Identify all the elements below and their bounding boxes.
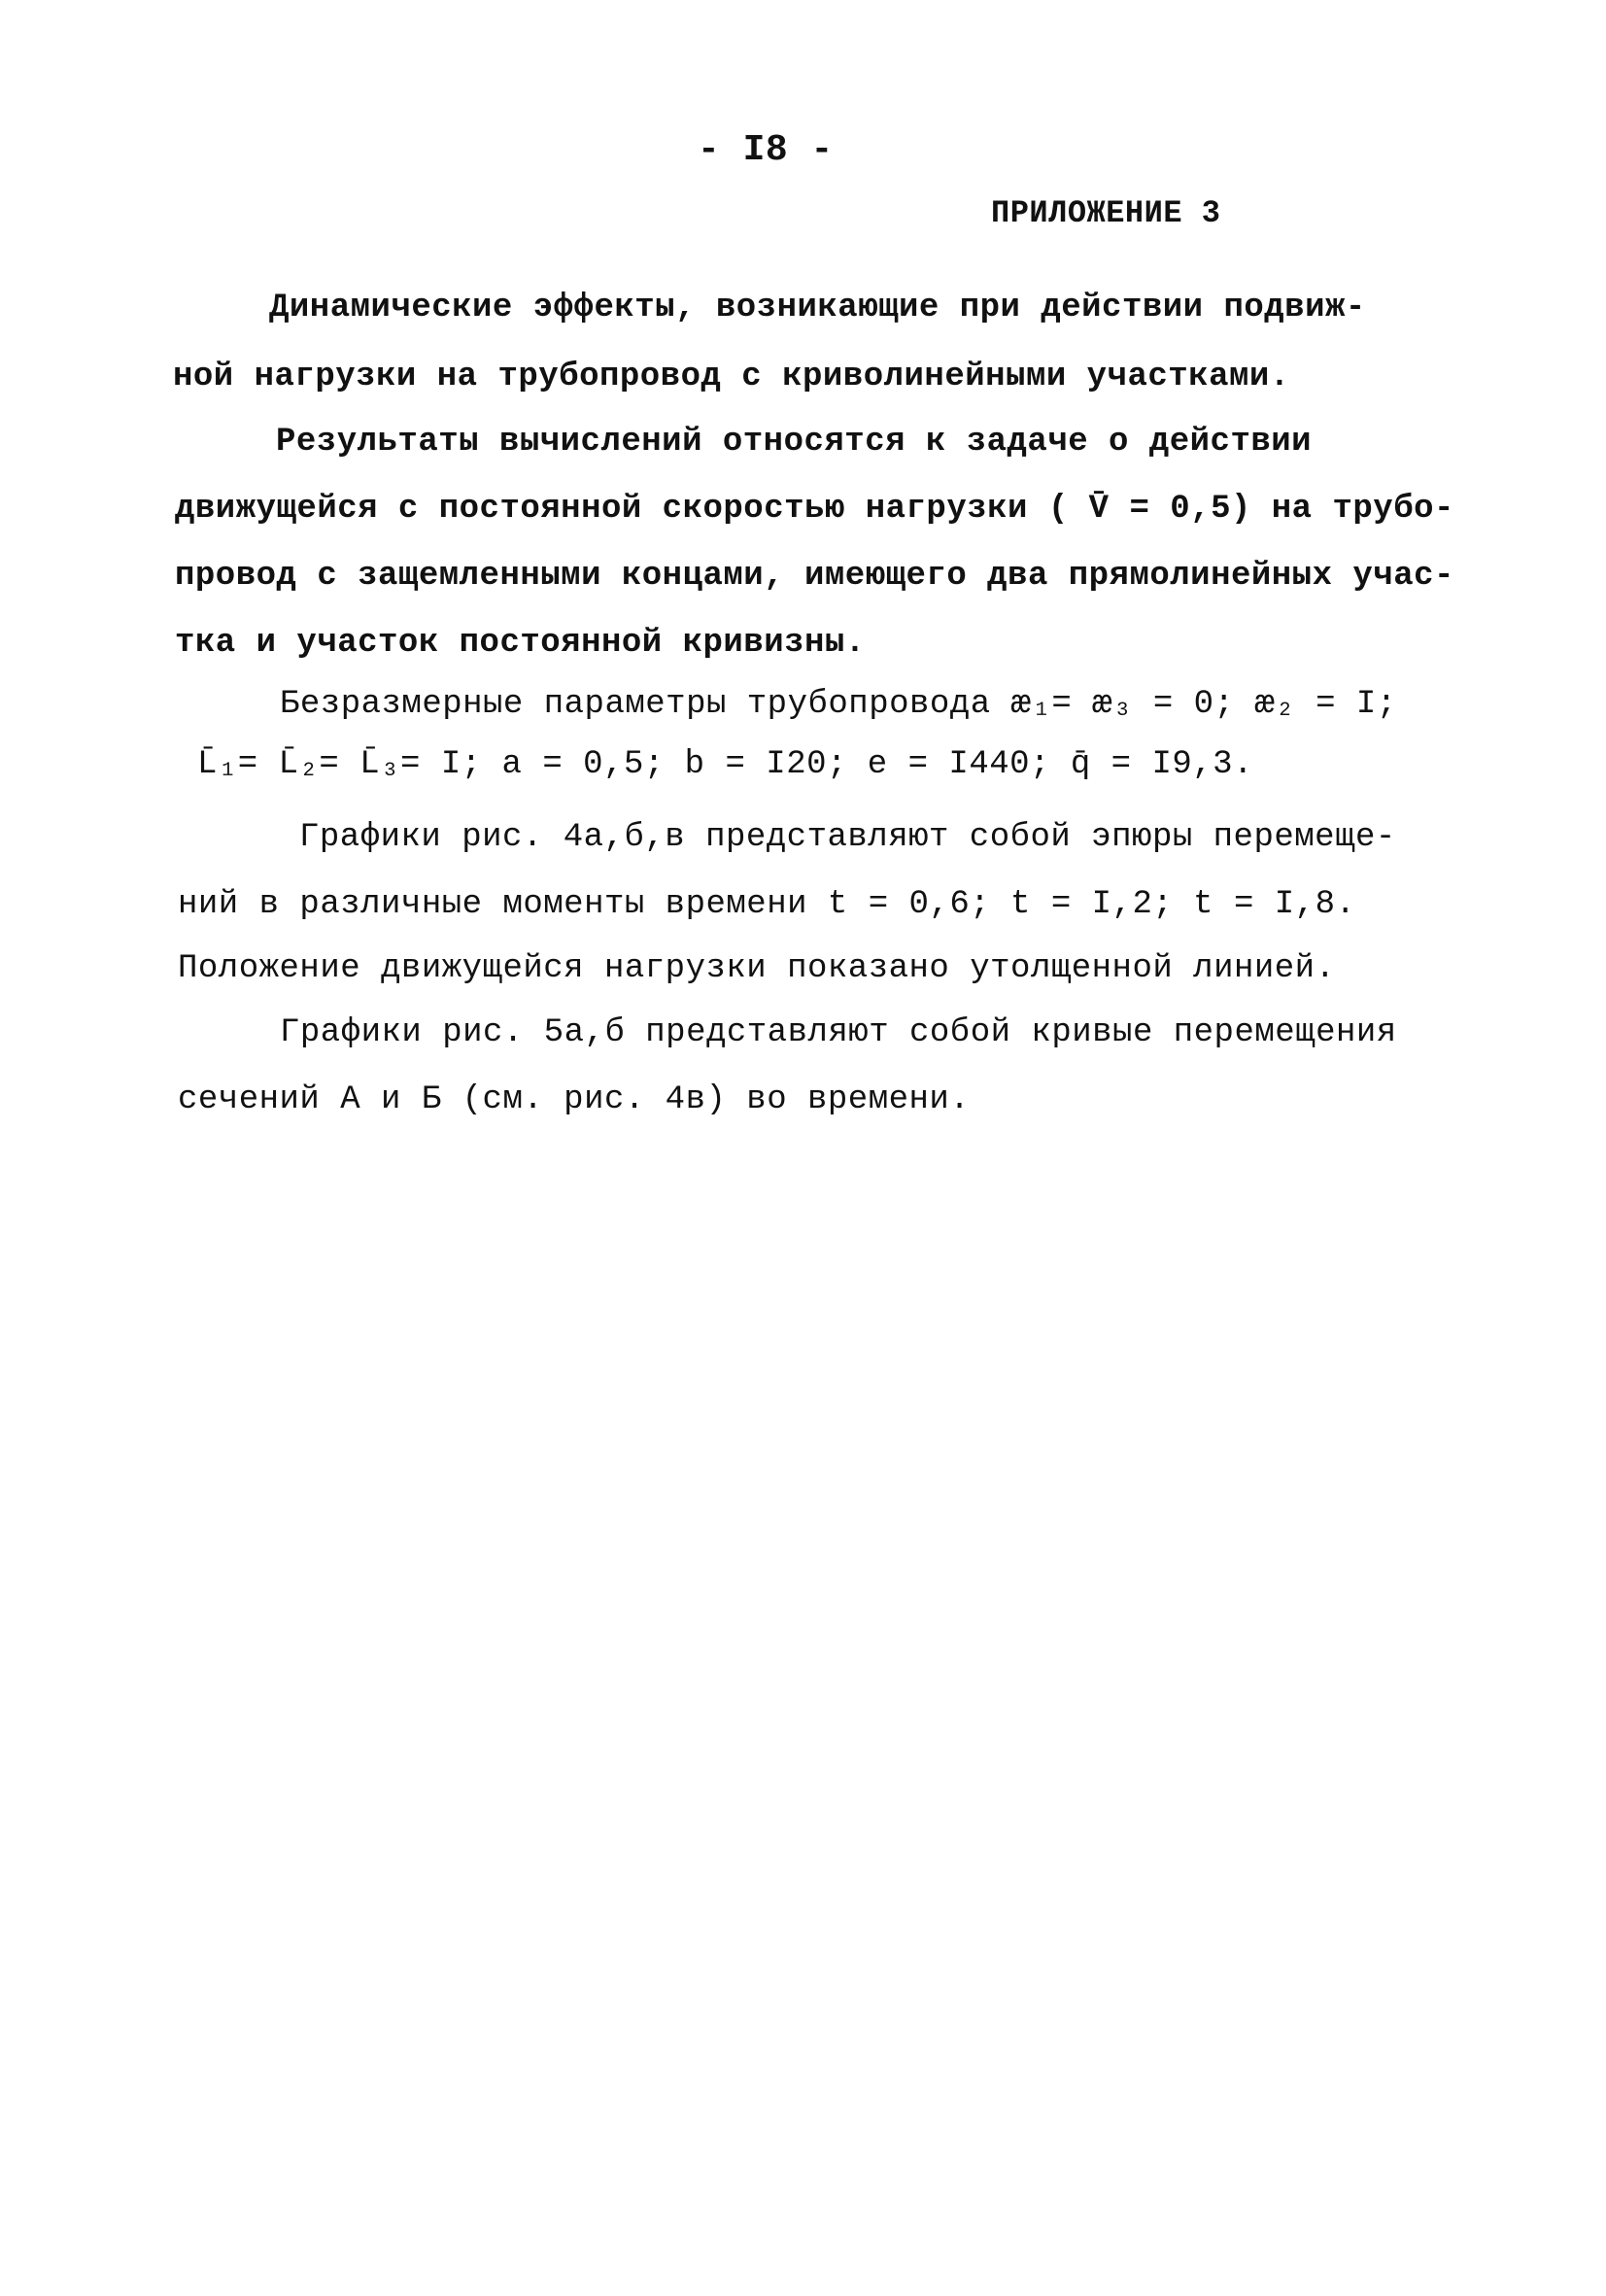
paragraph-3-line-3: Положение движущейся нагрузки показано утолщенной линией.: [178, 950, 1336, 987]
title-line-2: ной нагрузки на трубопровод с криволинейными участками.: [173, 359, 1290, 395]
paragraph-4-line-1: Графики рис. 5а,б представляют собой кривые перемещения: [280, 1014, 1397, 1051]
appendix-label: ПРИЛОЖЕНИЕ 3: [991, 195, 1221, 231]
paragraph-1-line-4: тка и участок постоянной кривизны.: [175, 625, 866, 662]
paragraph-2-line-2: L̄₁= L̄₂= L̄₃= I; a = 0,5; b = I20; e = I440; q̄ = I9,3.: [197, 746, 1253, 783]
paragraph-1-line-2: движущейся с постоянной скоростью нагрузки ( V̄ = 0,5) на трубо-: [175, 491, 1454, 528]
title-line-1: Динамические эффекты, возникающие при действии подвиж-: [269, 290, 1366, 326]
paragraph-2-line-1: Безразмерные параметры трубопровода æ₁= æ₃ = 0; æ₂ = I;: [280, 686, 1397, 723]
paragraph-4-line-2: сечений А и Б (см. рис. 4в) во времени.: [178, 1081, 971, 1118]
page-number: - I8 -: [698, 129, 834, 171]
paragraph-1-line-1: Результаты вычислений относятся к задаче о действии: [276, 424, 1313, 461]
paragraph-1-line-3: провод с защемленными концами, имеющего два прямолинейных учас-: [175, 558, 1454, 595]
paragraph-3-line-2: ний в различные моменты времени t = 0,6; t = I,2; t = I,8.: [178, 886, 1356, 923]
paragraph-3-line-1: Графики рис. 4а,б,в представляют собой эпюры перемеще-: [299, 819, 1396, 856]
